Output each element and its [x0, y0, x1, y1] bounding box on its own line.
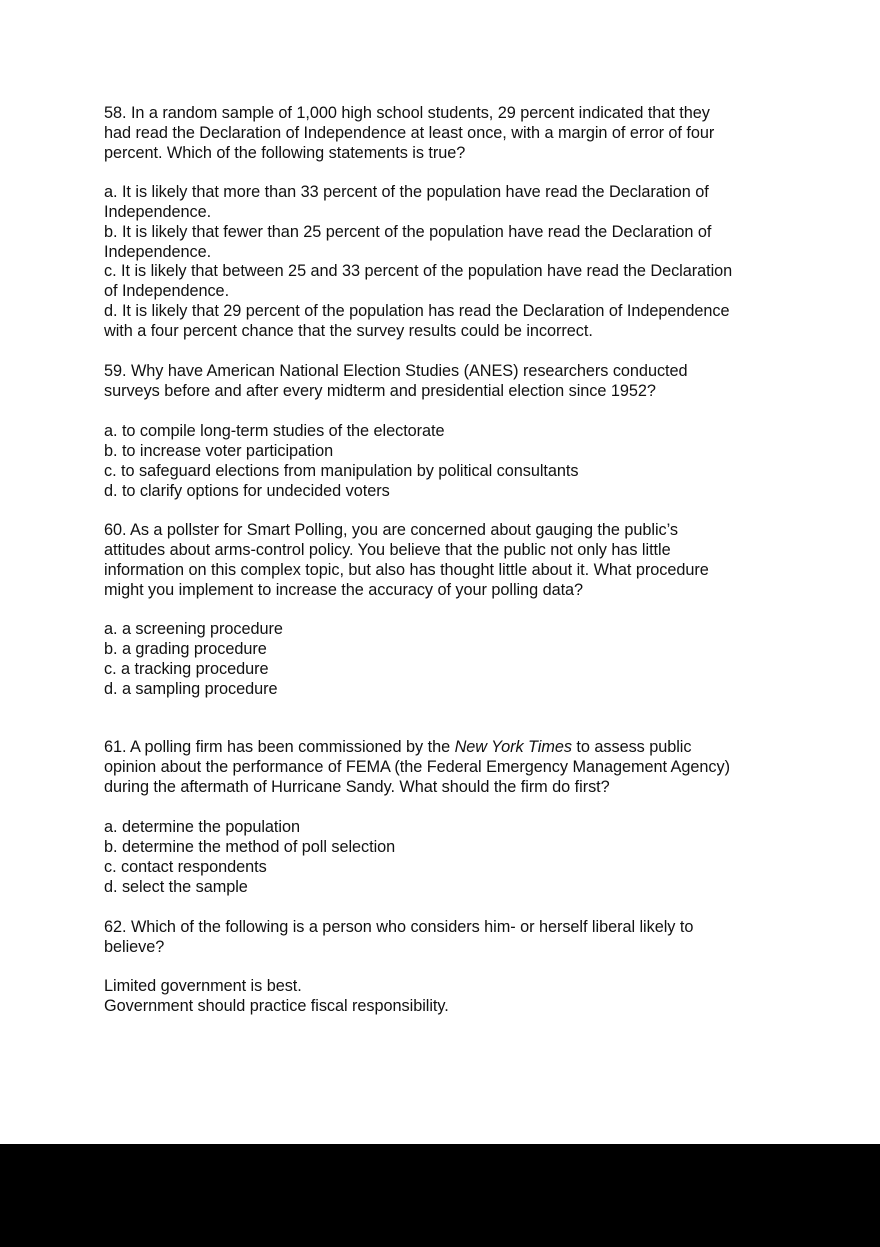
stem-line: might you implement to increase the accuracy of your polling data?: [104, 580, 584, 599]
question-62-options: [104, 977, 784, 1017]
option-a: a. determine the population: [104, 818, 300, 836]
stem-line: information on this complex topic, but also has thought little about it. What procedure: [104, 560, 709, 579]
option-d: d. select the sample: [104, 877, 248, 896]
stem-line: attitudes about arms-control policy. You believe that the public not only has little: [104, 540, 671, 559]
option-b-cont: Independence.: [104, 242, 212, 261]
option-c: c. It is likely that between 25 and 33 percent of the population have read the Declaration: [104, 262, 733, 281]
stem-line: percent. Which of the following statements is true?: [104, 143, 466, 162]
question-58-options: [104, 183, 784, 342]
stem-line: 59. Why have American National Election Studies (ANES) researchers conducted: [104, 362, 688, 380]
question-60-stem: [104, 521, 784, 600]
option-d: d. It is likely that 29 percent of the population has read the Declaration of Independence: [104, 302, 730, 321]
option-b: b. a grading procedure: [104, 639, 267, 658]
statement: Limited government is best.: [104, 977, 302, 995]
question-59-options: [104, 422, 784, 501]
option-c-cont: of Independence.: [104, 282, 230, 301]
stem-line: opinion about the performance of FEMA (the Federal Emergency Management Agency): [104, 757, 730, 776]
stem-line: believe?: [104, 937, 165, 956]
stem-line: 62. Which of the following is a person who considers him- or herself liberal likely to: [104, 918, 694, 936]
question-61-options: [104, 818, 784, 897]
option-d-cont: with a four percent chance that the survey results could be incorrect.: [104, 321, 593, 340]
option-d: d. to clarify options for undecided voters: [104, 481, 390, 500]
bottom-black-band: [0, 1144, 880, 1247]
stem-line: 60. As a pollster for Smart Polling, you are concerned about gauging the public’s: [104, 521, 678, 539]
question-58-stem: [104, 104, 784, 164]
stem-line: during the aftermath of Hurricane Sandy. What should the firm do first?: [104, 777, 610, 796]
option-c: c. a tracking procedure: [104, 659, 269, 678]
option-b: b. to increase voter participation: [104, 441, 334, 460]
stem-text: to assess public: [571, 738, 692, 756]
question-59-stem: [104, 362, 784, 402]
question-61-stem: [104, 738, 784, 798]
option-a: a. a screening procedure: [104, 620, 283, 638]
question-62: [104, 918, 784, 958]
stem-line: surveys before and after every midterm and presidential election since 1952?: [104, 381, 656, 400]
option-a-cont: Independence.: [104, 202, 212, 221]
option-b: b. It is likely that fewer than 25 percent of the population have read the Declaration of: [104, 222, 712, 241]
stem-line: [104, 738, 784, 758]
question-61: [104, 738, 784, 798]
stem-line: had read the Declaration of Independence at least once, with a margin of error of four: [104, 123, 715, 142]
stem-line: 58. In a random sample of 1,000 high school students, 29 percent indicated that they: [104, 104, 710, 122]
option-c: c. contact respondents: [104, 857, 267, 876]
stem-text: 61. A polling firm has been commissioned by the: [104, 738, 455, 756]
option-d: d. a sampling procedure: [104, 679, 278, 698]
option-c: c. to safeguard elections from manipulation by political consultants: [104, 461, 579, 480]
question-60-options: [104, 620, 784, 699]
statement: Government should practice fiscal responsibility.: [104, 996, 449, 1015]
publication-title: New York Times: [454, 738, 572, 756]
option-a: a. to compile long-term studies of the electorate: [104, 422, 445, 440]
question-60: [104, 521, 784, 600]
option-b: b. determine the method of poll selection: [104, 837, 396, 856]
option-a: a. It is likely that more than 33 percent of the population have read the Declaration of: [104, 183, 709, 201]
question-59: [104, 362, 784, 402]
question-58: [104, 104, 784, 164]
question-62-stem: [104, 918, 784, 958]
